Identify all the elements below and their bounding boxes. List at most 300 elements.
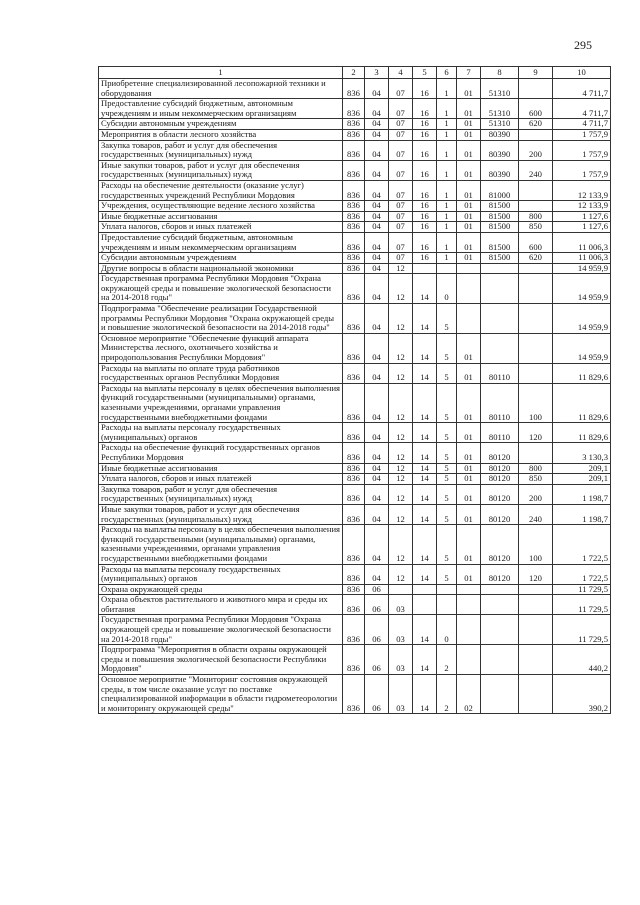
header-cell: 6 bbox=[437, 67, 457, 79]
amount-cell: 209,1 bbox=[553, 463, 611, 474]
code-cell-c3: 04 bbox=[365, 201, 389, 212]
code-cell-c6: 1 bbox=[437, 99, 457, 119]
code-cell-c4: 07 bbox=[389, 129, 413, 140]
code-cell-c5: 14 bbox=[413, 443, 437, 463]
code-cell-c3: 04 bbox=[365, 211, 389, 222]
header-cell: 9 bbox=[519, 67, 553, 79]
row-name: Уплата налогов, сборов и иных платежей bbox=[99, 474, 343, 485]
code-cell-c9 bbox=[519, 129, 553, 140]
code-cell-c7: 01 bbox=[457, 253, 481, 264]
code-cell-c6: 1 bbox=[437, 222, 457, 233]
amount-cell: 14 959,9 bbox=[553, 263, 611, 274]
table-row bbox=[99, 160, 611, 180]
code-cell-c4: 07 bbox=[389, 79, 413, 99]
code-cell-c4: 03 bbox=[389, 615, 413, 645]
table-row bbox=[99, 564, 611, 584]
amount-cell: 11 829,6 bbox=[553, 383, 611, 422]
code-cell-c2: 836 bbox=[343, 615, 365, 645]
row-name: Учреждения, осуществляющие ведение лесного хозяйства bbox=[99, 201, 343, 212]
table-row bbox=[99, 504, 611, 524]
code-cell-c9 bbox=[519, 79, 553, 99]
code-cell-c5: 16 bbox=[413, 211, 437, 222]
code-cell-c7: 02 bbox=[457, 675, 481, 714]
code-cell-c6 bbox=[437, 595, 457, 615]
code-cell-c6: 5 bbox=[437, 463, 457, 474]
code-cell-c7: 01 bbox=[457, 222, 481, 233]
amount-cell: 1 757,9 bbox=[553, 160, 611, 180]
code-cell-c8: 81500 bbox=[481, 232, 519, 252]
row-name: Другие вопросы в области национальной экономики bbox=[99, 263, 343, 274]
code-cell-c6 bbox=[437, 263, 457, 274]
table-row bbox=[99, 443, 611, 463]
amount-cell: 11 829,6 bbox=[553, 423, 611, 443]
code-cell-c3: 04 bbox=[365, 129, 389, 140]
row-name: Основное мероприятие "Обеспечение функций аппарата Министерства лесного, охотничьего хозяйства и природопользования Республики Мордовия" bbox=[99, 333, 343, 363]
code-cell-c3: 04 bbox=[365, 484, 389, 504]
code-cell-c7: 01 bbox=[457, 140, 481, 160]
code-cell-c4: 07 bbox=[389, 211, 413, 222]
code-cell-c8: 80120 bbox=[481, 474, 519, 485]
code-cell-c4: 07 bbox=[389, 180, 413, 200]
code-cell-c8 bbox=[481, 595, 519, 615]
code-cell-c4: 07 bbox=[389, 119, 413, 130]
code-cell-c5: 14 bbox=[413, 333, 437, 363]
code-cell-c8: 80390 bbox=[481, 140, 519, 160]
code-cell-c3: 04 bbox=[365, 363, 389, 383]
amount-cell: 3 130,3 bbox=[553, 443, 611, 463]
code-cell-c2: 836 bbox=[343, 99, 365, 119]
code-cell-c3: 04 bbox=[365, 274, 389, 304]
amount-cell: 4 711,7 bbox=[553, 99, 611, 119]
header-cell: 10 bbox=[553, 67, 611, 79]
code-cell-c4: 03 bbox=[389, 595, 413, 615]
header-cell: 1 bbox=[99, 67, 343, 79]
table-row bbox=[99, 222, 611, 233]
code-cell-c6: 1 bbox=[437, 160, 457, 180]
code-cell-c9 bbox=[519, 180, 553, 200]
amount-cell: 12 133,9 bbox=[553, 201, 611, 212]
amount-cell: 440,2 bbox=[553, 645, 611, 675]
header-row bbox=[99, 67, 611, 79]
table-row bbox=[99, 253, 611, 264]
code-cell-c7: 01 bbox=[457, 504, 481, 524]
code-cell-c8 bbox=[481, 263, 519, 274]
code-cell-c4: 12 bbox=[389, 443, 413, 463]
code-cell-c7: 01 bbox=[457, 201, 481, 212]
code-cell-c3: 04 bbox=[365, 99, 389, 119]
code-cell-c5: 16 bbox=[413, 129, 437, 140]
amount-cell: 4 711,7 bbox=[553, 119, 611, 130]
table-row bbox=[99, 129, 611, 140]
table-row bbox=[99, 333, 611, 363]
row-name: Расходы на выплаты персоналу государственных (муниципальных) органов bbox=[99, 564, 343, 584]
code-cell-c4: 07 bbox=[389, 201, 413, 212]
code-cell-c2: 836 bbox=[343, 584, 365, 595]
code-cell-c6: 0 bbox=[437, 615, 457, 645]
code-cell-c9: 100 bbox=[519, 383, 553, 422]
code-cell-c2: 836 bbox=[343, 675, 365, 714]
code-cell-c7: 01 bbox=[457, 423, 481, 443]
code-cell-c4 bbox=[389, 584, 413, 595]
row-name: Расходы на выплаты персоналу в целях обеспечения выполнения функций государственными (муниципальными) органами, казенными учреждениями, органами управления государственными внебюджетными фондами bbox=[99, 525, 343, 564]
code-cell-c6: 1 bbox=[437, 129, 457, 140]
code-cell-c3: 04 bbox=[365, 504, 389, 524]
code-cell-c4: 12 bbox=[389, 333, 413, 363]
code-cell-c6: 1 bbox=[437, 201, 457, 212]
code-cell-c5: 14 bbox=[413, 525, 437, 564]
header-cell: 3 bbox=[365, 67, 389, 79]
code-cell-c5: 16 bbox=[413, 119, 437, 130]
code-cell-c5 bbox=[413, 595, 437, 615]
code-cell-c3: 06 bbox=[365, 645, 389, 675]
code-cell-c8: 80120 bbox=[481, 484, 519, 504]
code-cell-c4: 12 bbox=[389, 363, 413, 383]
code-cell-c2: 836 bbox=[343, 443, 365, 463]
code-cell-c8: 51310 bbox=[481, 99, 519, 119]
code-cell-c8: 80110 bbox=[481, 423, 519, 443]
row-name: Приобретение специализированной лесопожарной техники и оборудования bbox=[99, 79, 343, 99]
code-cell-c8: 80110 bbox=[481, 383, 519, 422]
code-cell-c8: 80120 bbox=[481, 504, 519, 524]
code-cell-c3: 04 bbox=[365, 564, 389, 584]
code-cell-c2: 836 bbox=[343, 304, 365, 334]
code-cell-c9 bbox=[519, 675, 553, 714]
code-cell-c6 bbox=[437, 584, 457, 595]
code-cell-c8: 81000 bbox=[481, 180, 519, 200]
code-cell-c6: 5 bbox=[437, 304, 457, 334]
amount-cell: 14 959,9 bbox=[553, 274, 611, 304]
code-cell-c4: 12 bbox=[389, 474, 413, 485]
code-cell-c5: 14 bbox=[413, 564, 437, 584]
row-name: Закупка товаров, работ и услуг для обеспечения государственных (муниципальных) нужд bbox=[99, 140, 343, 160]
row-name: Предоставление субсидий бюджетным, автономным учреждениям и иным некоммерческим организациям bbox=[99, 232, 343, 252]
code-cell-c9: 850 bbox=[519, 474, 553, 485]
code-cell-c3: 04 bbox=[365, 383, 389, 422]
code-cell-c3: 04 bbox=[365, 333, 389, 363]
code-cell-c7: 01 bbox=[457, 383, 481, 422]
table-row bbox=[99, 140, 611, 160]
code-cell-c7: 01 bbox=[457, 160, 481, 180]
code-cell-c2: 836 bbox=[343, 119, 365, 130]
code-cell-c2: 836 bbox=[343, 333, 365, 363]
code-cell-c6: 2 bbox=[437, 645, 457, 675]
row-name: Иные бюджетные ассигнования bbox=[99, 463, 343, 474]
code-cell-c8: 51310 bbox=[481, 79, 519, 99]
code-cell-c6: 1 bbox=[437, 253, 457, 264]
code-cell-c4: 12 bbox=[389, 525, 413, 564]
code-cell-c2: 836 bbox=[343, 463, 365, 474]
row-name: Расходы на выплаты по оплате труда работников государственных органов Республики Мордовия bbox=[99, 363, 343, 383]
row-name: Расходы на выплаты персоналу в целях обеспечения выполнения функций государственными (муниципальными) органами, казенными учреждениями, органами управления государственными внебюджетными фондами bbox=[99, 383, 343, 422]
code-cell-c8: 80390 bbox=[481, 129, 519, 140]
row-name: Иные закупки товаров, работ и услуг для обеспечения государственных (муниципальных) нужд bbox=[99, 160, 343, 180]
code-cell-c3: 04 bbox=[365, 180, 389, 200]
code-cell-c4: 07 bbox=[389, 232, 413, 252]
code-cell-c5: 16 bbox=[413, 253, 437, 264]
code-cell-c2: 836 bbox=[343, 180, 365, 200]
code-cell-c3: 04 bbox=[365, 304, 389, 334]
code-cell-c7: 01 bbox=[457, 129, 481, 140]
code-cell-c3: 06 bbox=[365, 584, 389, 595]
row-name: Расходы на выплаты персоналу государственных (муниципальных) органов bbox=[99, 423, 343, 443]
code-cell-c5: 14 bbox=[413, 274, 437, 304]
code-cell-c3: 04 bbox=[365, 525, 389, 564]
table-row bbox=[99, 484, 611, 504]
code-cell-c5: 14 bbox=[413, 504, 437, 524]
amount-cell: 1 198,7 bbox=[553, 504, 611, 524]
code-cell-c5: 14 bbox=[413, 423, 437, 443]
code-cell-c7: 01 bbox=[457, 333, 481, 363]
header-cell: 5 bbox=[413, 67, 437, 79]
code-cell-c6: 1 bbox=[437, 232, 457, 252]
code-cell-c9: 620 bbox=[519, 119, 553, 130]
code-cell-c4: 12 bbox=[389, 274, 413, 304]
table-row bbox=[99, 363, 611, 383]
amount-cell: 11 006,3 bbox=[553, 253, 611, 264]
code-cell-c7 bbox=[457, 274, 481, 304]
code-cell-c5: 16 bbox=[413, 140, 437, 160]
code-cell-c7: 01 bbox=[457, 79, 481, 99]
code-cell-c7: 01 bbox=[457, 474, 481, 485]
header-cell: 4 bbox=[389, 67, 413, 79]
code-cell-c9: 240 bbox=[519, 504, 553, 524]
code-cell-c7: 01 bbox=[457, 525, 481, 564]
code-cell-c4: 07 bbox=[389, 222, 413, 233]
row-name: Иные закупки товаров, работ и услуг для обеспечения государственных (муниципальных) нужд bbox=[99, 504, 343, 524]
code-cell-c5: 16 bbox=[413, 79, 437, 99]
code-cell-c4: 07 bbox=[389, 99, 413, 119]
row-name: Субсидии автономным учреждениям bbox=[99, 119, 343, 130]
table-row bbox=[99, 525, 611, 564]
header-cell: 2 bbox=[343, 67, 365, 79]
code-cell-c2: 836 bbox=[343, 160, 365, 180]
code-cell-c6: 2 bbox=[437, 675, 457, 714]
code-cell-c2: 836 bbox=[343, 79, 365, 99]
amount-cell: 390,2 bbox=[553, 675, 611, 714]
code-cell-c4: 12 bbox=[389, 263, 413, 274]
code-cell-c4: 12 bbox=[389, 484, 413, 504]
code-cell-c6: 5 bbox=[437, 363, 457, 383]
code-cell-c2: 836 bbox=[343, 474, 365, 485]
code-cell-c7 bbox=[457, 304, 481, 334]
amount-cell: 1 127,6 bbox=[553, 222, 611, 233]
row-name: Предоставление субсидий бюджетным, автономным учреждениям и иным некоммерческим организациям bbox=[99, 99, 343, 119]
page-number: 295 bbox=[574, 38, 592, 52]
amount-cell: 12 133,9 bbox=[553, 180, 611, 200]
code-cell-c7: 01 bbox=[457, 119, 481, 130]
code-cell-c5: 14 bbox=[413, 484, 437, 504]
code-cell-c9: 200 bbox=[519, 140, 553, 160]
code-cell-c9: 120 bbox=[519, 564, 553, 584]
amount-cell: 4 711,7 bbox=[553, 79, 611, 99]
code-cell-c2: 836 bbox=[343, 253, 365, 264]
code-cell-c2: 836 bbox=[343, 383, 365, 422]
amount-cell: 11 729,5 bbox=[553, 615, 611, 645]
code-cell-c5: 16 bbox=[413, 180, 437, 200]
code-cell-c9 bbox=[519, 304, 553, 334]
amount-cell: 1 722,5 bbox=[553, 525, 611, 564]
code-cell-c7: 01 bbox=[457, 363, 481, 383]
code-cell-c6: 5 bbox=[437, 383, 457, 422]
code-cell-c5: 16 bbox=[413, 232, 437, 252]
code-cell-c7: 01 bbox=[457, 211, 481, 222]
code-cell-c3: 06 bbox=[365, 615, 389, 645]
table-row bbox=[99, 99, 611, 119]
code-cell-c5: 16 bbox=[413, 99, 437, 119]
table-row bbox=[99, 211, 611, 222]
table-row bbox=[99, 645, 611, 675]
code-cell-c5: 16 bbox=[413, 201, 437, 212]
code-cell-c2: 836 bbox=[343, 484, 365, 504]
code-cell-c7 bbox=[457, 645, 481, 675]
code-cell-c3: 04 bbox=[365, 79, 389, 99]
code-cell-c3: 04 bbox=[365, 263, 389, 274]
code-cell-c8: 80120 bbox=[481, 463, 519, 474]
table-row bbox=[99, 675, 611, 714]
budget-table-body bbox=[99, 79, 611, 714]
table-row bbox=[99, 423, 611, 443]
code-cell-c2: 836 bbox=[343, 201, 365, 212]
code-cell-c9: 240 bbox=[519, 160, 553, 180]
code-cell-c6: 1 bbox=[437, 180, 457, 200]
code-cell-c3: 06 bbox=[365, 595, 389, 615]
code-cell-c6: 5 bbox=[437, 423, 457, 443]
code-cell-c9 bbox=[519, 584, 553, 595]
row-name: Иные бюджетные ассигнования bbox=[99, 211, 343, 222]
code-cell-c6: 5 bbox=[437, 443, 457, 463]
row-name: Уплата налогов, сборов и иных платежей bbox=[99, 222, 343, 233]
row-name: Мероприятия в области лесного хозяйства bbox=[99, 129, 343, 140]
code-cell-c5: 14 bbox=[413, 383, 437, 422]
code-cell-c4: 07 bbox=[389, 160, 413, 180]
table-row bbox=[99, 79, 611, 99]
table-row bbox=[99, 180, 611, 200]
amount-cell: 14 959,9 bbox=[553, 304, 611, 334]
code-cell-c5: 14 bbox=[413, 363, 437, 383]
budget-table bbox=[98, 66, 611, 714]
code-cell-c2: 836 bbox=[343, 423, 365, 443]
code-cell-c4: 07 bbox=[389, 253, 413, 264]
code-cell-c4: 12 bbox=[389, 383, 413, 422]
code-cell-c8 bbox=[481, 274, 519, 304]
table-row bbox=[99, 232, 611, 252]
code-cell-c7: 01 bbox=[457, 99, 481, 119]
table-row bbox=[99, 463, 611, 474]
code-cell-c9: 800 bbox=[519, 211, 553, 222]
table-row bbox=[99, 595, 611, 615]
code-cell-c4: 12 bbox=[389, 564, 413, 584]
code-cell-c6: 0 bbox=[437, 274, 457, 304]
code-cell-c6: 5 bbox=[437, 484, 457, 504]
row-name: Субсидии автономным учреждениям bbox=[99, 253, 343, 264]
amount-cell: 11 729,5 bbox=[553, 595, 611, 615]
code-cell-c7: 01 bbox=[457, 180, 481, 200]
code-cell-c6: 5 bbox=[437, 504, 457, 524]
code-cell-c3: 04 bbox=[365, 119, 389, 130]
amount-cell: 11 729,5 bbox=[553, 584, 611, 595]
table-row bbox=[99, 263, 611, 274]
code-cell-c8: 81500 bbox=[481, 201, 519, 212]
code-cell-c5 bbox=[413, 584, 437, 595]
code-cell-c8: 80120 bbox=[481, 443, 519, 463]
code-cell-c2: 836 bbox=[343, 274, 365, 304]
table-row bbox=[99, 383, 611, 422]
code-cell-c3: 04 bbox=[365, 474, 389, 485]
code-cell-c7: 01 bbox=[457, 564, 481, 584]
code-cell-c7: 01 bbox=[457, 484, 481, 504]
code-cell-c9 bbox=[519, 645, 553, 675]
code-cell-c8: 51310 bbox=[481, 119, 519, 130]
code-cell-c5: 14 bbox=[413, 474, 437, 485]
code-cell-c3: 04 bbox=[365, 253, 389, 264]
code-cell-c8: 80120 bbox=[481, 564, 519, 584]
amount-cell: 1 757,9 bbox=[553, 140, 611, 160]
code-cell-c2: 836 bbox=[343, 222, 365, 233]
table-row bbox=[99, 201, 611, 212]
table-row bbox=[99, 304, 611, 334]
code-cell-c8: 81500 bbox=[481, 253, 519, 264]
row-name: Государственная программа Республики Мордовия "Охрана окружающей среды и повышение экологической безопасности на 2014-2018 годы" bbox=[99, 615, 343, 645]
code-cell-c5: 16 bbox=[413, 222, 437, 233]
code-cell-c6: 1 bbox=[437, 140, 457, 160]
budget-sheet bbox=[98, 66, 610, 714]
row-name: Основное мероприятие "Мониторинг состояния окружающей среды, в том числе оказание услуг по поставке специализированной информации в области гидрометеорологии и мониторингу окружающей среды" bbox=[99, 675, 343, 714]
code-cell-c5: 14 bbox=[413, 304, 437, 334]
code-cell-c4: 12 bbox=[389, 463, 413, 474]
code-cell-c7 bbox=[457, 595, 481, 615]
code-cell-c3: 06 bbox=[365, 675, 389, 714]
code-cell-c2: 836 bbox=[343, 504, 365, 524]
code-cell-c9: 200 bbox=[519, 484, 553, 504]
code-cell-c3: 04 bbox=[365, 160, 389, 180]
table-row bbox=[99, 615, 611, 645]
code-cell-c2: 836 bbox=[343, 129, 365, 140]
code-cell-c5 bbox=[413, 263, 437, 274]
code-cell-c2: 836 bbox=[343, 525, 365, 564]
code-cell-c2: 836 bbox=[343, 211, 365, 222]
row-name: Подпрограмма "Обеспечение реализации Государственной программы Республики Мордовия "Охрана окружающей среды и повышение экологической безопасности на 2014-2018 годы" bbox=[99, 304, 343, 334]
row-name: Охрана объектов растительного и животного мира и среды их обитания bbox=[99, 595, 343, 615]
code-cell-c8: 80390 bbox=[481, 160, 519, 180]
code-cell-c4: 07 bbox=[389, 140, 413, 160]
header-cell: 7 bbox=[457, 67, 481, 79]
code-cell-c3: 04 bbox=[365, 463, 389, 474]
code-cell-c9 bbox=[519, 201, 553, 212]
code-cell-c2: 836 bbox=[343, 645, 365, 675]
amount-cell: 14 959,9 bbox=[553, 333, 611, 363]
code-cell-c4: 12 bbox=[389, 304, 413, 334]
code-cell-c9: 120 bbox=[519, 423, 553, 443]
amount-cell: 1 127,6 bbox=[553, 211, 611, 222]
code-cell-c4: 03 bbox=[389, 645, 413, 675]
table-row bbox=[99, 474, 611, 485]
amount-cell: 1 198,7 bbox=[553, 484, 611, 504]
code-cell-c9 bbox=[519, 595, 553, 615]
code-cell-c3: 04 bbox=[365, 222, 389, 233]
code-cell-c2: 836 bbox=[343, 564, 365, 584]
code-cell-c9: 800 bbox=[519, 463, 553, 474]
row-name: Расходы на обеспечение деятельности (оказание услуг) государственных учреждений Республики Мордовия bbox=[99, 180, 343, 200]
code-cell-c7 bbox=[457, 615, 481, 645]
code-cell-c5: 14 bbox=[413, 615, 437, 645]
code-cell-c6: 1 bbox=[437, 79, 457, 99]
code-cell-c8: 80120 bbox=[481, 525, 519, 564]
code-cell-c9 bbox=[519, 333, 553, 363]
code-cell-c7: 01 bbox=[457, 232, 481, 252]
code-cell-c8 bbox=[481, 675, 519, 714]
amount-cell: 11 006,3 bbox=[553, 232, 611, 252]
code-cell-c9 bbox=[519, 363, 553, 383]
